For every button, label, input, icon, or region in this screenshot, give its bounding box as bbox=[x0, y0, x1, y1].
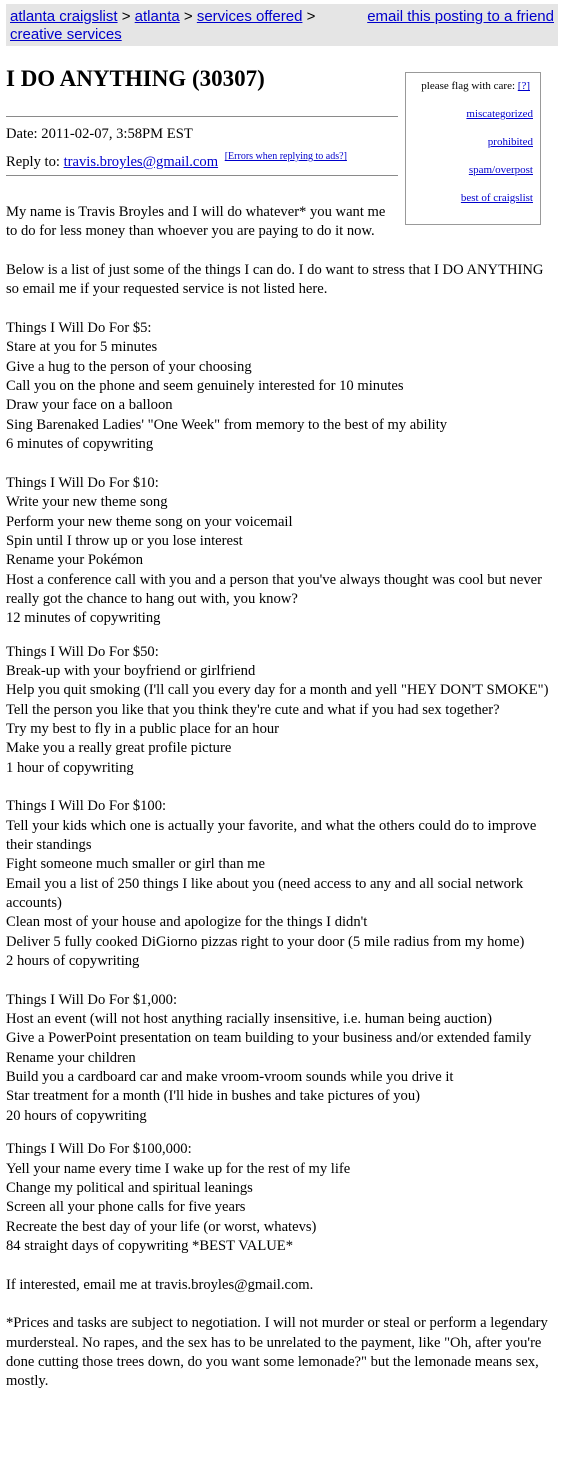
section-title: Things I Will Do For $100: bbox=[6, 798, 167, 815]
list-item: Email you a list of 250 things I like about you (need access to any and all social network accounts) bbox=[6, 875, 524, 912]
divider bbox=[6, 175, 398, 176]
breadcrumb-city-link[interactable]: atlanta bbox=[134, 8, 180, 25]
list-item: Recreate the best day of your life (or worst, whatevs) bbox=[6, 1218, 317, 1235]
section-title: Things I Will Do For $50: bbox=[6, 643, 159, 660]
list-item: Host an event (will not host anything racially insensitive, i.e. human being auction) bbox=[6, 1011, 492, 1028]
flag-prohibited-link[interactable]: prohibited bbox=[487, 136, 533, 148]
spacer bbox=[6, 629, 559, 643]
list-item: Rename your Pokémon bbox=[6, 552, 143, 569]
flag-header-text: please flag with care: bbox=[421, 80, 516, 92]
list-item: Fight someone much smaller or girl than me bbox=[6, 856, 265, 873]
price-section bbox=[6, 319, 559, 454]
posting-body bbox=[6, 203, 559, 1392]
list-item: Change my political and spiritual leanings bbox=[6, 1179, 253, 1196]
email-friend-link[interactable]: email this posting to a friend bbox=[367, 8, 554, 25]
list-item: Draw your face on a balloon bbox=[6, 397, 173, 414]
breadcrumb-bar bbox=[6, 4, 558, 46]
intro-paragraph: My name is Travis Broyles and I will do whatever* you want me to do for less money than whoever you are paying to do it now. bbox=[6, 204, 386, 240]
flag-best-of-link[interactable]: best of craigslist bbox=[460, 192, 533, 204]
posting-title: I DO ANYTHING (30307) bbox=[6, 66, 265, 91]
spacer bbox=[6, 242, 559, 261]
spacer bbox=[6, 971, 559, 990]
list-item: Spin until I throw up or you lose interest bbox=[6, 532, 243, 549]
divider bbox=[6, 116, 398, 117]
price-section bbox=[6, 991, 559, 1126]
list-item: 12 minutes of copywriting bbox=[6, 610, 161, 627]
reply-to bbox=[6, 147, 347, 172]
breadcrumb-category-link[interactable]: services offered bbox=[196, 8, 303, 25]
spacer bbox=[6, 1256, 559, 1275]
list-item: Make you a really great profile picture bbox=[6, 740, 232, 757]
list-item: Write your new theme song bbox=[6, 494, 168, 511]
list-item: Break-up with your boyfriend or girlfriend bbox=[6, 662, 256, 679]
flag-help-link[interactable]: [?] bbox=[517, 80, 530, 92]
flag-header bbox=[421, 80, 530, 92]
section-title: Things I Will Do For $100,000: bbox=[6, 1141, 192, 1158]
list-item: Sing Barenaked Ladies' "One Week" from memory to the best of my ability bbox=[6, 416, 448, 433]
list-item: 20 hours of copywriting bbox=[6, 1107, 147, 1124]
list-item: Build you a cardboard car and make vroom-vroom sounds while you drive it bbox=[6, 1069, 454, 1086]
list-item: 6 minutes of copywriting bbox=[6, 436, 154, 453]
list-item: Try my best to fly in a public place for an hour bbox=[6, 720, 280, 737]
intro-paragraph: Below is a list of just some of the things I can do. I do want to stress that I DO ANYTHING so email me if your requested service is not listed here. bbox=[6, 262, 544, 298]
posting-date bbox=[6, 125, 193, 144]
breadcrumb-subcategory-link[interactable]: creative services bbox=[10, 26, 122, 43]
list-item: Screen all your phone calls for five years bbox=[6, 1199, 246, 1216]
section-title: Things I Will Do For $1,000: bbox=[6, 991, 178, 1008]
breadcrumb bbox=[10, 8, 315, 25]
list-item: 1 hour of copywriting bbox=[6, 759, 134, 776]
list-item: Yell your name every time I wake up for the rest of my life bbox=[6, 1160, 351, 1177]
errors-help-link[interactable]: [Errors when replying to ads?] bbox=[224, 151, 347, 162]
spacer bbox=[6, 778, 559, 797]
flag-spam-link[interactable]: spam/overpost bbox=[468, 164, 533, 176]
list-item: Give a hug to the person of your choosing bbox=[6, 358, 252, 375]
list-item: 84 straight days of copywriting *BEST VALUE* bbox=[6, 1237, 293, 1254]
list-item: Stare at you for 5 minutes bbox=[6, 339, 158, 356]
list-item: Tell your kids which one is actually your favorite, and what the others could do to improve their standings bbox=[6, 817, 537, 853]
list-item: Help you quit smoking (I'll call you every day for a month and yell "HEY DON'T SMOKE") bbox=[6, 682, 549, 699]
breadcrumb-site-link[interactable]: atlanta craigslist bbox=[10, 8, 118, 25]
date-label: Date: bbox=[6, 126, 38, 142]
breadcrumb-separator: > bbox=[306, 8, 316, 25]
spacer bbox=[6, 454, 559, 473]
list-item: Clean most of your house and apologize for the things I didn't bbox=[6, 914, 368, 931]
breadcrumb-separator: > bbox=[121, 8, 131, 25]
breadcrumb-separator: > bbox=[183, 8, 193, 25]
list-item: Perform your new theme song on your voicemail bbox=[6, 513, 293, 530]
price-section bbox=[6, 797, 559, 971]
list-item: Tell the person you like that you think they're cute and what if you had sex together? bbox=[6, 701, 500, 718]
price-section bbox=[6, 474, 559, 629]
reply-label: Reply to: bbox=[6, 154, 60, 170]
flag-miscategorized-link[interactable]: miscategorized bbox=[466, 108, 533, 120]
section-title: Things I Will Do For $5: bbox=[6, 320, 152, 337]
breadcrumb-line-2 bbox=[10, 26, 122, 43]
footnote: *Prices and tasks are subject to negotiation. I will not murder or steal or perform a legendary murdersteal. No rapes, and the sex has to be unrelated to the payment, like "Oh, after you're done cutting those trees down, do you want some lemonade?" but the lemonade means sex, mostly. bbox=[6, 1315, 548, 1390]
closing-text: If interested, email me at travis.broyles@gmail.com. bbox=[6, 1276, 314, 1293]
reply-email-link[interactable]: travis.broyles@gmail.com bbox=[63, 154, 219, 170]
section-title: Things I Will Do For $10: bbox=[6, 474, 159, 491]
spacer bbox=[6, 1295, 559, 1314]
list-item: Star treatment for a month (I'll hide in bushes and take pictures of you) bbox=[6, 1088, 420, 1105]
list-item: Call you on the phone and seem genuinely interested for 10 minutes bbox=[6, 378, 404, 395]
list-item: Rename your children bbox=[6, 1049, 136, 1066]
spacer bbox=[6, 1126, 559, 1140]
price-section bbox=[6, 1140, 559, 1256]
list-item: Deliver 5 fully cooked DiGiorno pizzas right to your door (5 mile radius from my home) bbox=[6, 933, 525, 950]
list-item: Host a conference call with you and a person that you've always thought was cool but never really got the chance to hang out with, you know? bbox=[6, 571, 542, 607]
date-value: 2011-02-07, 3:58PM EST bbox=[41, 126, 193, 142]
list-item: Give a PowerPoint presentation on team building to your business and/or extended family bbox=[6, 1030, 532, 1047]
spacer bbox=[6, 300, 559, 319]
price-section bbox=[6, 643, 559, 778]
list-item: 2 hours of copywriting bbox=[6, 953, 140, 970]
